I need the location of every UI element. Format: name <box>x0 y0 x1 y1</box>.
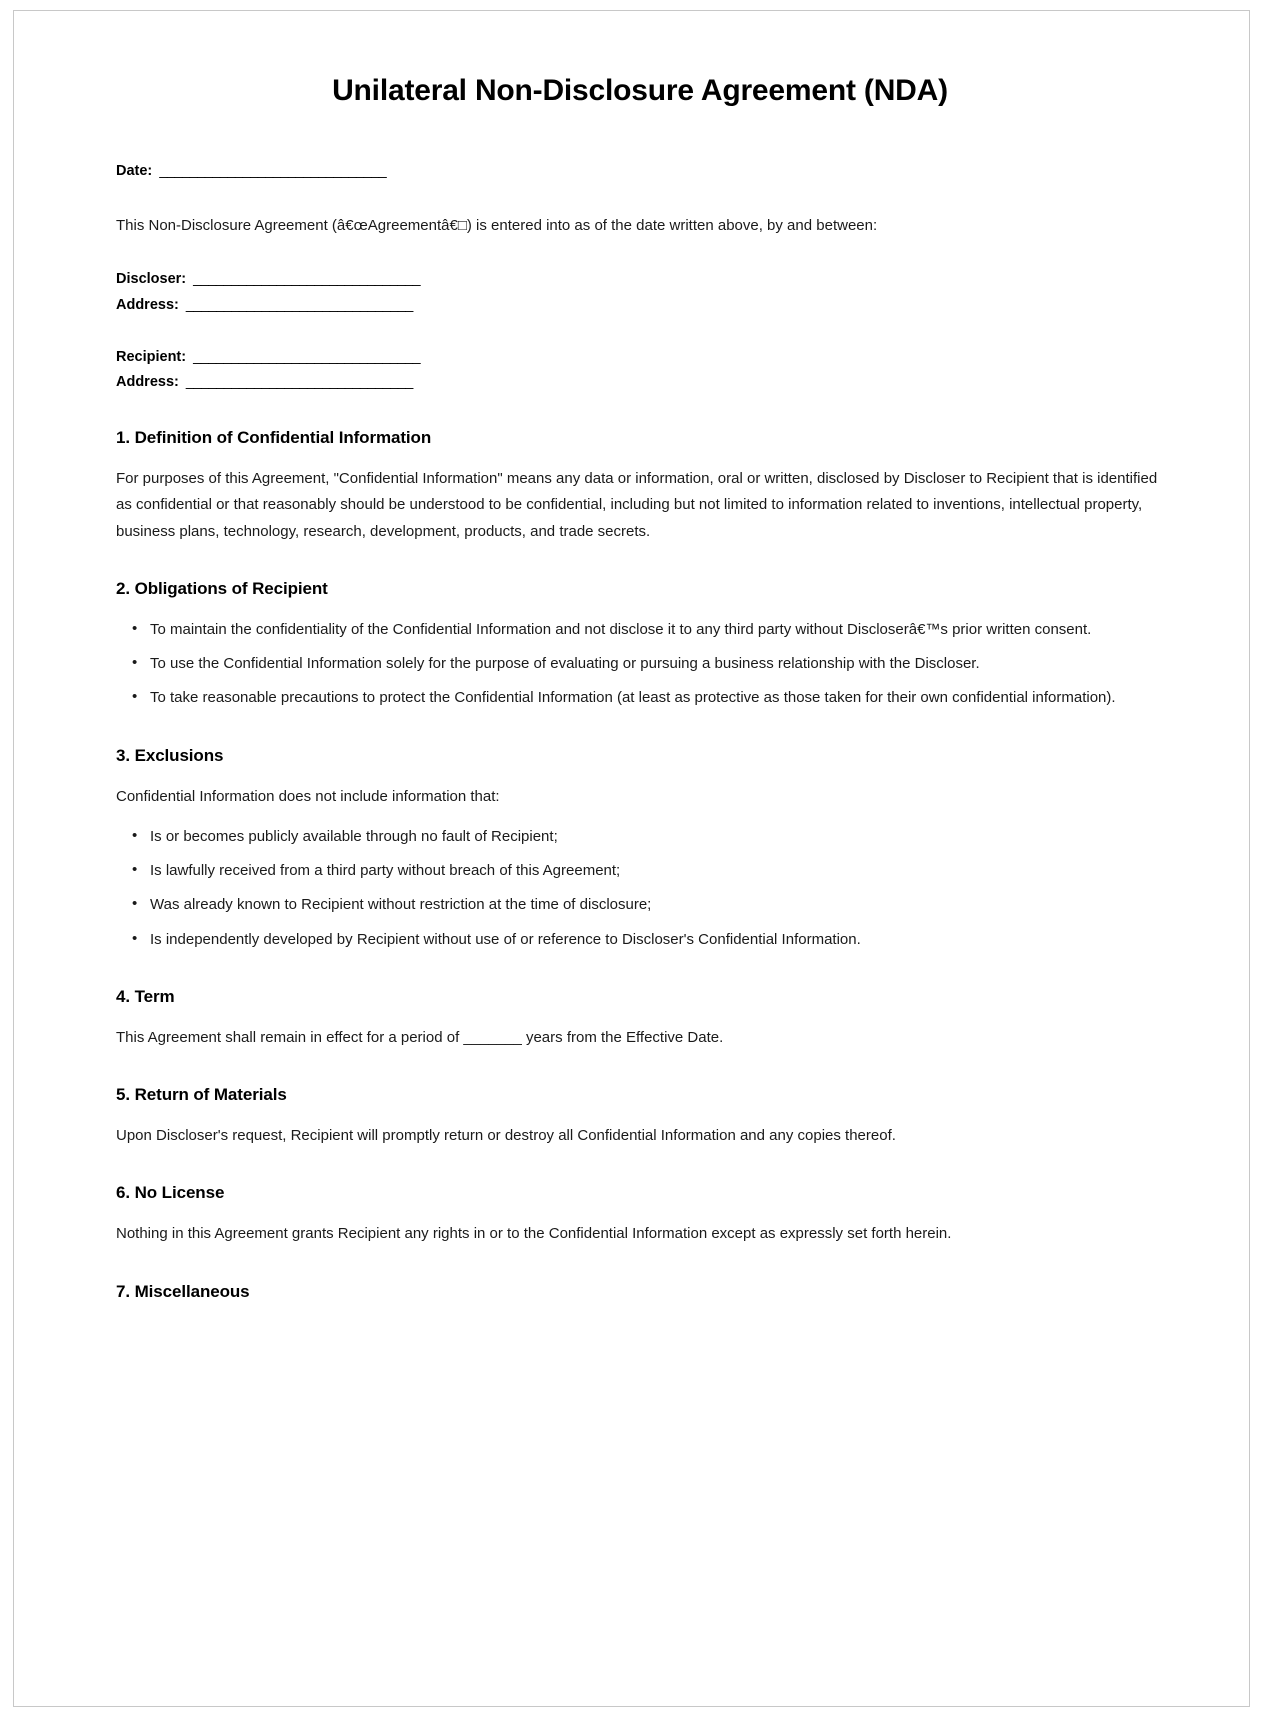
recipient-address-fill-line[interactable]: ______________________________ <box>178 374 413 391</box>
discloser-address-label: Address: <box>116 296 179 313</box>
section-heading: 7. Miscellaneous <box>116 1281 250 1301</box>
exclusions-list <box>116 824 1164 953</box>
discloser-label: Discloser: <box>116 271 187 287</box>
list-item: • To maintain the confidentiality of the Confidential Information and not disclose it to any third party without Discloserâ€™s prior written consent. <box>150 617 1164 643</box>
section-body: This Agreement shall remain in effect for a period of _______ years from the Effective Date. <box>116 1028 724 1046</box>
list-item: • Is lawfully received from a third party without breach of this Agreement; <box>150 858 1164 884</box>
page-title: Unilateral Non-Disclosure Agreement (NDA) <box>332 74 948 107</box>
recipient-fill-line[interactable]: ______________________________ <box>186 348 421 365</box>
section-body: Upon Discloser's request, Recipient will promptly return or destroy all Confidential Information and any copies thereof. <box>116 1127 896 1144</box>
list-item: • Is independently developed by Recipient without use of or reference to Discloser's Confidential Information. <box>150 927 1164 953</box>
section-heading: 2. Obligations of Recipient <box>116 578 328 598</box>
list-item: • To use the Confidential Information solely for the purpose of evaluating or pursuing a business relationship with the Discloser. <box>150 651 1164 677</box>
recipient-field <box>116 347 1164 369</box>
section-miscellaneous <box>116 1282 1164 1302</box>
list-item: • Was already known to Recipient without restriction at the time of disclosure; <box>150 892 1164 918</box>
section-heading: 6. No License <box>116 1183 225 1203</box>
section-heading: 3. Exclusions <box>116 745 224 765</box>
date-label: Date: <box>116 163 153 179</box>
list-item: • To take reasonable precautions to protect the Confidential Information (at least as protective as those taken for their own confidential information). <box>150 685 1164 711</box>
section-heading: 5. Return of Materials <box>116 1085 287 1104</box>
list-item: • Is or becomes publicly available through no fault of Recipient; <box>150 824 1164 850</box>
discloser-address-field <box>116 295 1164 317</box>
section-heading: 4. Term <box>116 986 175 1006</box>
section-obligations <box>116 579 1164 712</box>
section-definition <box>116 428 1164 545</box>
date-field <box>116 161 1164 183</box>
intro-paragraph: This Non-Disclosure Agreement (â€œAgreementâ€□) is entered into as of the date written above, by and between: <box>116 216 878 234</box>
exclusions-lead: Confidential Information does not include information that: <box>116 787 500 805</box>
section-term <box>116 987 1164 1051</box>
date-fill-line[interactable]: ______________________________ <box>152 163 387 179</box>
document-sheet <box>13 10 1250 1707</box>
recipient-label: Recipient: <box>116 348 187 365</box>
discloser-address-fill-line[interactable]: ______________________________ <box>178 296 413 313</box>
party-separator <box>116 321 1164 347</box>
recipient-address-label: Address: <box>116 374 179 391</box>
section-no-license <box>116 1183 1164 1247</box>
discloser-field <box>116 269 1164 291</box>
recipient-address-field <box>116 372 1164 394</box>
section-heading: 1. Definition of Confidential Information <box>116 428 432 447</box>
section-exclusions <box>116 746 1164 953</box>
section-body: Nothing in this Agreement grants Recipient any rights in or to the Confidential Information except as expressly set forth herein. <box>116 1225 952 1243</box>
section-body: For purposes of this Agreement, "Confidential Information" means any data or information, oral or written, disclosed by Discloser to Recipient that is identified as confidential or that reasonably should be understood to be confidential, including but not limited to information related to inventions, intellectual property, business plans, technology, research, development, products, and trade secrets. <box>116 470 1158 540</box>
document-content <box>116 73 1164 1360</box>
page-tail-space <box>116 1320 1164 1360</box>
discloser-fill-line[interactable]: ______________________________ <box>186 271 421 287</box>
section-return-of-materials <box>116 1085 1164 1149</box>
obligations-list <box>116 617 1164 712</box>
